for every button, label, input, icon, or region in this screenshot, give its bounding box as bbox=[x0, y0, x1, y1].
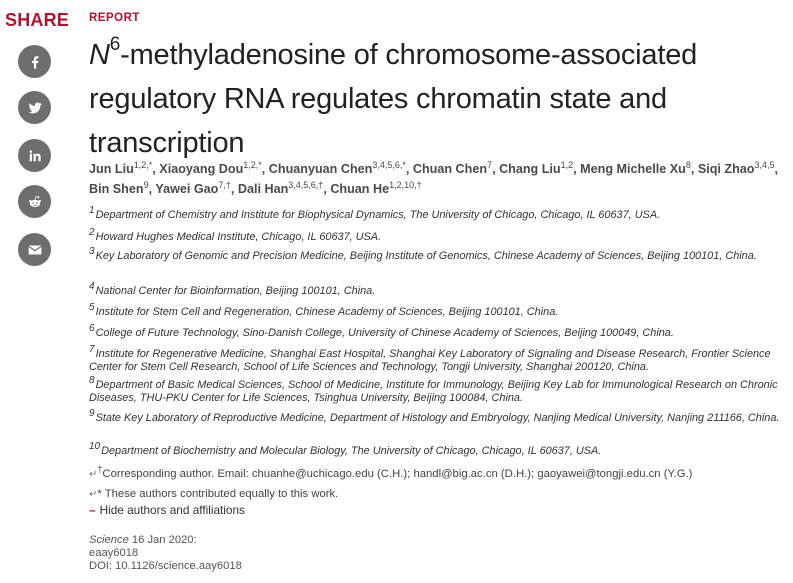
affiliation-text: Department of Chemistry and Institute for Biophysical Dynamics, The University of Chicago, Chicago, IL 60637, USA. bbox=[95, 209, 661, 221]
affiliation-number: 1 bbox=[89, 205, 95, 217]
corresponding-initials-2: (D.H.); bbox=[497, 468, 538, 480]
collapse-dash-icon: – bbox=[89, 503, 96, 517]
author-item[interactable] bbox=[237, 179, 324, 196]
affiliation-number: 7 bbox=[89, 344, 95, 356]
affiliation-number: 6 bbox=[89, 323, 95, 335]
corresponding-label: Corresponding author. Email: bbox=[102, 468, 252, 480]
facebook-icon bbox=[26, 53, 44, 71]
affiliation-text: Institute for Regenerative Medicine, Shanghai East Hospital, Shanghai Key Laboratory of Signaling and Disease Research, Frontier Science Center for Stem Cell Research, School of Life Sciences and Technology, Tongji University, Shanghai 200120, China. bbox=[89, 348, 771, 373]
share-linkedin-button[interactable] bbox=[18, 139, 51, 172]
affiliation-number: 10 bbox=[89, 441, 101, 453]
affiliation-item bbox=[89, 246, 789, 263]
affiliation-text: Department of Biochemistry and Molecular Biology, The University of Chicago, Chicago, IL 60637, USA. bbox=[101, 445, 602, 457]
author-item[interactable] bbox=[499, 159, 574, 176]
publication-date: 16 Jan 2020: bbox=[128, 534, 197, 546]
equal-contribution-note bbox=[89, 487, 338, 502]
author-affil-refs: 8 bbox=[685, 159, 691, 170]
author-affil-refs: 1,2,10,† bbox=[389, 179, 422, 190]
affiliation-number: 2 bbox=[89, 227, 95, 239]
hide-authors-label: Hide authors and affiliations bbox=[99, 503, 245, 517]
affiliation-item bbox=[89, 408, 789, 425]
author-item[interactable] bbox=[89, 179, 149, 196]
author-name[interactable]: Chuan He bbox=[330, 182, 390, 196]
journal-name: Science bbox=[89, 534, 129, 546]
affiliation-number: 4 bbox=[89, 281, 95, 293]
author-name[interactable]: Chuanyuan Chen bbox=[268, 162, 373, 176]
email-link-gaoyawei[interactable]: gaoyawei@tongji.edu.cn bbox=[537, 468, 661, 480]
affiliation-number: 9 bbox=[89, 408, 95, 420]
return-arrow-icon[interactable]: ↵ bbox=[89, 489, 98, 500]
affiliation-item bbox=[89, 227, 789, 244]
author-affil-refs: 7,† bbox=[218, 179, 231, 190]
hide-authors-toggle[interactable] bbox=[89, 503, 245, 517]
affiliation-text: College of Future Technology, Sino-Danish College, University of Chinese Academy of Sciences, Beijing 100049, China. bbox=[95, 327, 674, 339]
author-item[interactable] bbox=[159, 159, 262, 176]
article-doi: DOI: 10.1126/science.aay6018 bbox=[89, 560, 242, 572]
author-affil-refs: 1,2,* bbox=[243, 159, 262, 170]
author-list: Jun Liu$^{1,2,*}$, Xiaoyang Dou$^{1,2,*}$, Chuanyuan Chen$^{3,4,5,6,*}$, Chuan Chen$^7$, Chang Liu$^{1,2}$, Meng Michelle Xu$^8$, Siqi Zhao$^{3,4,5}$, Bin Shen$^9$, Yawei Gao$^{7,\dagger}$, Dali Han$^{3,4,5,6,\dagger}$, Chuan $He^{1,2,10,\dagger}$ bbox=[89, 159, 779, 196]
author-name[interactable]: Dali Han bbox=[237, 182, 289, 196]
affiliation-item bbox=[89, 375, 789, 405]
email-link-handl[interactable]: handl@big.ac.cn bbox=[413, 468, 498, 480]
author-name[interactable]: Chuan Chen bbox=[412, 162, 488, 176]
author-item[interactable] bbox=[580, 159, 691, 176]
author-affil-refs: 3,4,5,6,† bbox=[288, 179, 324, 190]
corresponding-initials-3: (Y.G.) bbox=[660, 468, 693, 480]
dagger-mark: † bbox=[97, 464, 103, 475]
share-twitter-button[interactable] bbox=[18, 91, 51, 124]
return-arrow-icon[interactable]: ↵ bbox=[89, 469, 98, 480]
author-affil-refs: 1,2 bbox=[560, 159, 574, 170]
share-email-button[interactable] bbox=[18, 233, 51, 266]
author-name[interactable]: Chang Liu bbox=[499, 162, 561, 176]
affiliation-number: 3 bbox=[89, 246, 95, 258]
twitter-icon bbox=[26, 99, 44, 117]
author-name[interactable]: Siqi Zhao bbox=[697, 162, 755, 176]
title-superscript: 6 bbox=[109, 34, 121, 56]
email-link-chuanhe[interactable]: chuanhe@uchicago.edu bbox=[251, 468, 374, 480]
share-reddit-button[interactable] bbox=[18, 185, 51, 218]
corresponding-initials-1: (C.H.); bbox=[373, 468, 414, 480]
linkedin-icon bbox=[26, 147, 44, 165]
author-name[interactable]: Jun Liu bbox=[89, 162, 134, 176]
citation-line bbox=[89, 534, 197, 547]
author-affil-refs: 3,4,5 bbox=[754, 159, 775, 170]
author-item[interactable] bbox=[412, 159, 493, 176]
author-affil-refs: 9 bbox=[143, 179, 149, 190]
affiliation-text: Department of Basic Medical Sciences, School of Medicine, Institute for Immunology, Beijing Key Lab for Immunological Research on Chronic Diseases, THU-PKU Center for Life Sciences, Tsinghua University, Beijing 100084, China. bbox=[89, 379, 778, 404]
email-icon bbox=[26, 241, 44, 259]
affiliation-item bbox=[89, 441, 789, 458]
affiliation-number: 8 bbox=[89, 375, 95, 387]
author-item[interactable] bbox=[89, 159, 153, 176]
equal-contribution-text: * These authors contributed equally to this work. bbox=[97, 488, 339, 500]
affiliation-item bbox=[89, 344, 789, 374]
author-affil-refs: 1,2,* bbox=[133, 159, 153, 170]
author-item[interactable] bbox=[155, 179, 231, 196]
author-item[interactable] bbox=[697, 159, 775, 176]
author-affil-refs: 3,4,5,6,* bbox=[372, 159, 406, 170]
title-rest: -methyladenosine of chromosome-associated regulatory RNA regulates chromatin state and transcription bbox=[89, 39, 698, 159]
affiliation-number: 5 bbox=[89, 302, 95, 314]
affiliation-text: Institute for Stem Cell and Regeneration, Chinese Academy of Sciences, Beijing 100101, China. bbox=[95, 306, 559, 318]
author-affil-refs: 7 bbox=[487, 159, 493, 170]
author-name[interactable]: Xiaoyang Dou bbox=[159, 162, 244, 176]
affiliation-item bbox=[89, 302, 789, 319]
share-label: SHARE bbox=[5, 10, 70, 30]
article-title bbox=[89, 33, 709, 165]
author-name[interactable]: Meng Michelle Xu bbox=[580, 162, 686, 176]
reddit-icon bbox=[26, 193, 44, 211]
affiliation-text: State Key Laboratory of Reproductive Medicine, Department of Histology and Embryology, Nanjing Medical University, Nanjing 211166, China. bbox=[95, 412, 780, 424]
author-name[interactable]: Yawei Gao bbox=[155, 182, 219, 196]
author-item[interactable] bbox=[330, 179, 422, 196]
affiliation-text: Key Laboratory of Genomic and Precision Medicine, Beijing Institute of Genomics, Chinese Academy of Sciences, Beijing 100101, China. bbox=[95, 250, 757, 262]
author-item[interactable] bbox=[268, 159, 406, 176]
author-name[interactable]: Bin Shen bbox=[89, 182, 144, 196]
article-id: eaay6018 bbox=[89, 547, 139, 559]
affiliation-item bbox=[89, 205, 789, 222]
affiliation-text: National Center for Bioinformation, Beijing 100101, China. bbox=[95, 285, 376, 297]
article-type-label: REPORT bbox=[89, 12, 140, 24]
affiliation-item bbox=[89, 323, 789, 340]
title-prefix: N bbox=[89, 39, 110, 71]
affiliation-item bbox=[89, 281, 789, 298]
share-facebook-button[interactable] bbox=[18, 45, 51, 78]
corresponding-author-note bbox=[89, 464, 693, 482]
affiliation-text: Howard Hughes Medical Institute, Chicago, IL 60637, USA. bbox=[95, 231, 382, 243]
